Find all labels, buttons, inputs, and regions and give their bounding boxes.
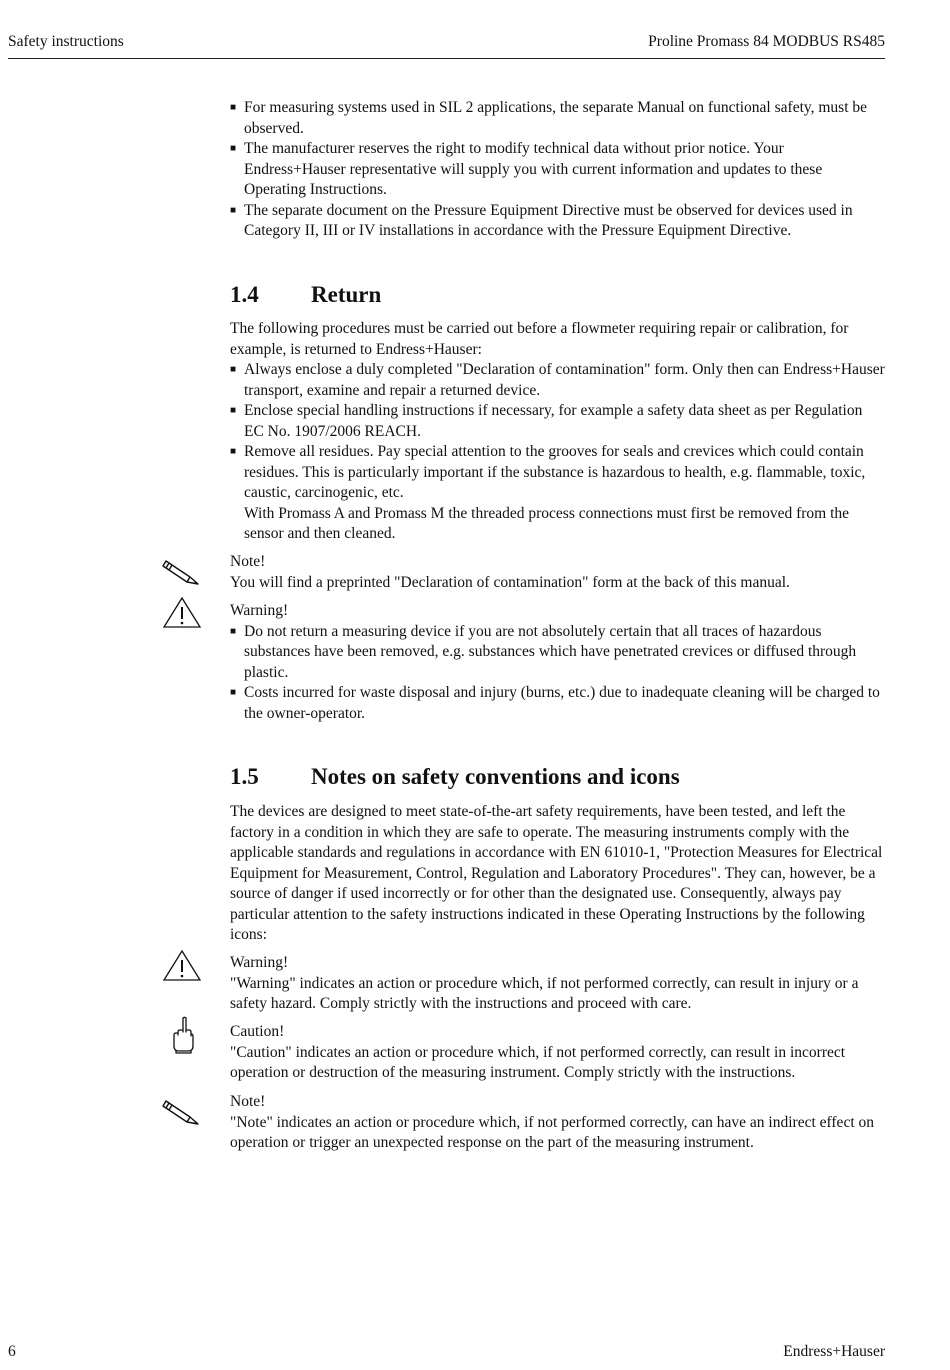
pencil-icon [162, 556, 202, 588]
note-text: You will find a preprinted "Declaration of contamination" form at the back of this manual. [230, 573, 790, 591]
caution-text: "Caution" indicates an action or procedure which, if not performed correctly, can result in incorrect operation or destruction of the measuring instrument. Comply strictly with the instructions. [230, 1043, 846, 1081]
note-label: Note! [230, 1093, 266, 1110]
bullet-continuation: With Promass A and Promass M the threaded process connections must first be removed from the sensor and then cleaned. [244, 504, 850, 542]
return-note [230, 552, 885, 593]
warning-label: Warning! [230, 602, 289, 619]
list-item: ■ The separate document on the Pressure Equipment Directive must be observed for devices used in Category II, III or IV installations in accordance with the Pressure Equipment Directive. [230, 201, 885, 242]
list-item: ■ The manufacturer reserves the right to modify technical data without prior notice. Your Endress+Hauser representative will supply you with current information and updates to these Operating Instructions. [230, 139, 885, 201]
caution-label: Caution! [230, 1023, 285, 1040]
notes-warning [230, 953, 885, 1015]
notes-caution [230, 1022, 885, 1084]
notes-note [230, 1092, 885, 1154]
header-rule [8, 58, 885, 59]
return-intro: The following procedures must be carried out before a flowmeter requiring repair or calibration, for example, is returned to Endress+Hauser: [230, 320, 849, 358]
section-title: Notes on safety conventions and icons [311, 764, 680, 789]
pencil-icon [162, 1096, 202, 1128]
section-number: 1.5 [230, 764, 259, 789]
section-heading-return [230, 281, 885, 309]
warning-triangle-icon [162, 949, 202, 981]
warning-triangle-icon [162, 596, 202, 628]
notes-intro [230, 802, 885, 946]
notes-intro-text: The devices are designed to meet state-of-the-art safety requirements, have been tested, and left the factory in a condition in which they are safe to operate. The measuring instruments comply with the applicable standards and regulations in accordance with EN 61010-1, "Protection Measures for Electrical Equipment for Measurement, Control, Regulation and Laboratory Procedures". They can, however, be a source of danger if used incorrectly or for other than the designated use. Consequently, always pay particular attention to the safety instructions indicated in these Operating Instructions by the following icons: [230, 803, 883, 943]
list-item: ■ Remove all residues. Pay special attention to the grooves for seals and crevices which could contain residues. This is particularly important if the substance is hazardous to health, e.g. flammable, toxic, caustic, carcinogenic, etc. [230, 442, 885, 504]
page-number: 6 [8, 1343, 16, 1360]
warning-label: Warning! [230, 954, 289, 971]
note-label: Note! [230, 553, 266, 570]
return-warning [230, 601, 885, 724]
footer-brand: Endress+Hauser [783, 1343, 885, 1360]
return-body [230, 319, 885, 545]
warning-text: "Warning" indicates an action or procedure which, if not performed correctly, can result in injury or a safety hazard. Comply strictly with the instructions and proceed with care. [230, 974, 859, 1012]
list-item: ■ Costs incurred for waste disposal and injury (burns, etc.) due to inadequate cleaning will be charged to the owner-operator. [230, 683, 885, 724]
section-heading-notes [230, 763, 885, 791]
list-item: ■ Always enclose a duly completed "Declaration of contamination" form. Only then can Endress+Hauser transport, examine and repair a returned device. [230, 360, 885, 401]
note-text: "Note" indicates an action or procedure which, if not performed correctly, can have an indirect effect on operation or trigger an unexpected response on the part of the measuring instrument. [230, 1113, 874, 1151]
list-item: ■ Do not return a measuring device if you are not absolutely certain that all traces of hazardous substances have been removed, e.g. substances which have penetrated crevices or diffused through plastic. [230, 622, 885, 684]
running-header-left: Safety instructions [8, 33, 124, 50]
running-header-right: Proline Promass 84 MODBUS RS485 [648, 33, 885, 50]
pointing-hand-icon [165, 1016, 201, 1054]
section-number: 1.4 [230, 282, 259, 307]
section-title: Return [311, 282, 382, 307]
intro-bullets [230, 98, 885, 242]
list-item: ■ Enclose special handling instructions if necessary, for example a safety data sheet as per Regulation EC No. 1907/2006 REACH. [230, 401, 885, 442]
list-item: ■ For measuring systems used in SIL 2 applications, the separate Manual on functional safety, must be observed. [230, 98, 885, 139]
